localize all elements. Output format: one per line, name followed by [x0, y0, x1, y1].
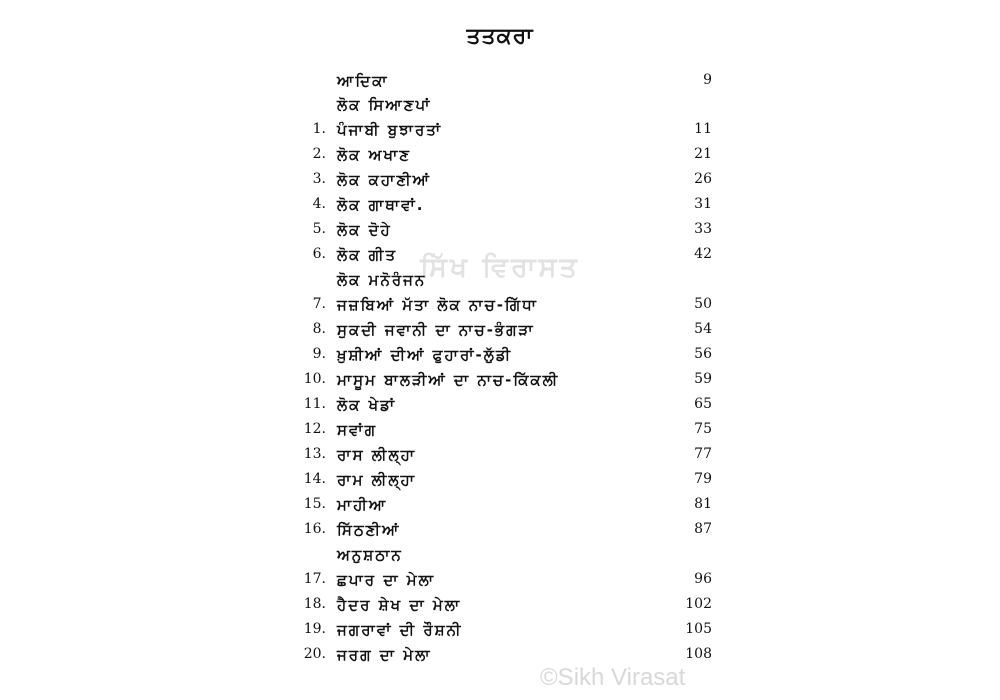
toc-entry	[0, 421, 1000, 445]
entry-title: ਜਰਗ ਦਾ ਮੇਲਾ	[337, 646, 432, 664]
entry-page-number: 102	[685, 596, 712, 612]
toc-entry	[0, 246, 1000, 270]
toc-entry	[0, 646, 1000, 670]
entry-title: ਅਨੁਸ਼ਠਾਨ	[337, 546, 403, 564]
entry-title: ਰਾਮ ਲੀਲ੍ਹਾ	[337, 471, 416, 489]
entry-title: ਲੋਕ ਮਨੋਰੰਜਨ	[337, 271, 427, 289]
entry-page-number: 54	[694, 321, 712, 337]
entry-number: 16.	[303, 521, 326, 537]
entry-page-number: 9	[703, 72, 712, 88]
entry-number: 19.	[303, 621, 326, 637]
entry-title: ਜਗਰਾਵਾਂ ਦੀ ਰੌਸ਼ਨੀ	[337, 621, 463, 639]
watermark: ਸਿੱਖ ਵਿਰਾਸਤ	[420, 252, 580, 283]
toc-entry	[0, 96, 1000, 120]
entry-title: ਆਦਿਕਾ	[337, 72, 389, 90]
entry-number: 3.	[312, 171, 326, 187]
toc-entry	[0, 346, 1000, 370]
entry-page-number: 81	[694, 496, 712, 512]
copyright-notice: ©Sikh Virasat	[540, 664, 686, 691]
toc-entry	[0, 321, 1000, 345]
entry-title: ਰਾਸ ਲੀਲ੍ਹਾ	[337, 446, 417, 464]
entry-number: 20.	[303, 646, 326, 662]
entry-number: 2.	[312, 146, 326, 162]
entry-page-number: 87	[694, 521, 712, 537]
entry-title: ਖ਼ੁਸ਼ੀਆਂ ਦੀਆਂ ਫੁਹਾਰਾਂ-ਲੁੱਡੀ	[337, 346, 513, 364]
entry-title: ਜਜ਼ਬਿਆਂ ਮੱਤਾ ਲੋਕ ਨਾਚ-ਗਿੱਧਾ	[337, 296, 538, 314]
entry-title: ਲੋਕ ਗੀਤ	[337, 246, 398, 264]
entry-title: ਲੋਕ ਸਿਆਣਪਾਂ	[337, 96, 432, 114]
entry-title: ਪੰਜਾਬੀ ਬੁਝਾਰਤਾਂ	[337, 121, 443, 139]
entry-page-number: 31	[694, 196, 712, 212]
entry-title: ਸਵਾਂਗ	[337, 421, 378, 439]
entry-page-number: 50	[694, 296, 712, 312]
entry-page-number: 21	[694, 146, 712, 162]
entry-title: ਲੋਕ ਕਹਾਣੀਆਂ	[337, 171, 431, 189]
entry-number: 1.	[312, 121, 326, 137]
toc-entry	[0, 271, 1000, 295]
toc-entry	[0, 171, 1000, 195]
toc-entry	[0, 571, 1000, 595]
entry-number: 17.	[303, 571, 326, 587]
toc-entry	[0, 196, 1000, 220]
entry-title: ਲੋਕ ਅਖਾਣ	[337, 146, 412, 164]
entry-number: 11.	[303, 396, 326, 412]
entry-page-number: 26	[694, 171, 712, 187]
entry-title: ਲੋਕ ਖੇਡਾਂ	[337, 396, 397, 414]
toc-entry	[0, 396, 1000, 420]
entry-number: 6.	[312, 246, 326, 262]
entry-number: 15.	[303, 496, 326, 512]
entry-number: 5.	[312, 221, 326, 237]
entry-page-number: 77	[694, 446, 712, 462]
page-title: ਤਤਕਰਾ	[466, 24, 534, 49]
entry-number: 9.	[312, 346, 326, 362]
toc-entry	[0, 146, 1000, 170]
toc-entry	[0, 446, 1000, 470]
entry-title: ਛਪਾਰ ਦਾ ਮੇਲਾ	[337, 571, 436, 589]
entry-page-number: 75	[694, 421, 712, 437]
toc-entry	[0, 621, 1000, 645]
toc-entry	[0, 596, 1000, 620]
entry-page-number: 33	[694, 221, 712, 237]
entry-number: 8.	[312, 321, 326, 337]
entry-number: 4.	[312, 196, 326, 212]
entry-page-number: 108	[685, 646, 712, 662]
entry-title: ਹੈਦਰ ਸ਼ੇਖ ਦਾ ਮੇਲਾ	[337, 596, 462, 614]
entry-page-number: 42	[694, 246, 712, 262]
toc-entry	[0, 371, 1000, 395]
entry-title: ਮਾਸੂਮ ਬਾਲੜੀਆਂ ਦਾ ਨਾਚ-ਕਿੱਕਲੀ	[337, 371, 560, 389]
entry-number: 14.	[303, 471, 326, 487]
entry-title: ਲੋਕ ਦੋਹੇ	[337, 221, 392, 239]
toc-entry	[0, 546, 1000, 570]
entry-page-number: 59	[694, 371, 712, 387]
entry-title: ਸਿੱਠਣੀਆਂ	[337, 521, 401, 539]
entry-page-number: 65	[694, 396, 712, 412]
toc-entry	[0, 496, 1000, 520]
entry-page-number: 96	[694, 571, 712, 587]
entry-title: ਸੁਕਦੀ ਜਵਾਨੀ ਦਾ ਨਾਚ-ਭੰਗੜਾ	[337, 321, 535, 339]
entry-title: ਲੋਕ ਗਾਥਾਵਾਂ.	[337, 196, 425, 214]
entry-number: 7.	[312, 296, 326, 312]
entry-number: 10.	[303, 371, 326, 387]
toc-entry	[0, 521, 1000, 545]
toc-entry	[0, 296, 1000, 320]
toc-entry	[0, 121, 1000, 145]
toc-entry	[0, 221, 1000, 245]
entry-page-number: 56	[694, 346, 712, 362]
entry-number: 18.	[303, 596, 326, 612]
entry-number: 12.	[303, 421, 326, 437]
entry-number: 13.	[303, 446, 326, 462]
entry-page-number: 79	[694, 471, 712, 487]
toc-entry	[0, 471, 1000, 495]
entry-title: ਮਾਹੀਆ	[337, 496, 388, 514]
toc-entry	[0, 72, 1000, 96]
entry-page-number: 11	[694, 121, 712, 137]
entry-page-number: 105	[685, 621, 712, 637]
